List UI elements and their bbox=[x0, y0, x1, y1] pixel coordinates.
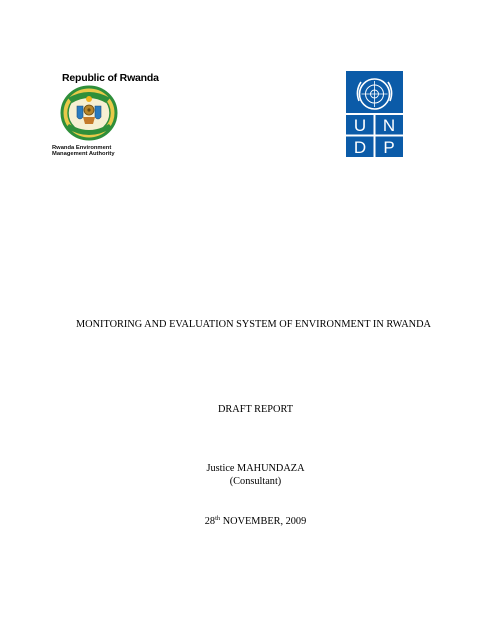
date-rest: NOVEMBER, 2009 bbox=[220, 516, 307, 527]
agency-line-2: Management Authority bbox=[52, 151, 115, 158]
undp-letter-u: U bbox=[353, 116, 367, 135]
author-name: Justice MAHUNDAZA bbox=[206, 463, 305, 474]
undp-letter-p: P bbox=[383, 138, 395, 157]
agency-line-1: Rwanda Environment bbox=[52, 145, 112, 151]
report-date bbox=[8, 516, 495, 527]
rwanda-seal-icon bbox=[54, 84, 124, 142]
report-status: DRAFT REPORT bbox=[217, 404, 293, 415]
report-title: MONITORING AND EVALUATION SYSTEM OF ENVIRONMENT IN RWANDA bbox=[76, 319, 431, 330]
date-suffix: th bbox=[215, 515, 221, 522]
undp-letter-n: N bbox=[382, 116, 396, 135]
undp-logo-icon bbox=[346, 71, 403, 157]
republic-of-rwanda-heading: Republic of Rwanda bbox=[62, 72, 159, 84]
rema-label bbox=[52, 145, 115, 158]
author-role: (Consultant) bbox=[229, 476, 282, 487]
undp-letter-d: D bbox=[353, 138, 367, 157]
date-day: 28 bbox=[204, 516, 216, 527]
